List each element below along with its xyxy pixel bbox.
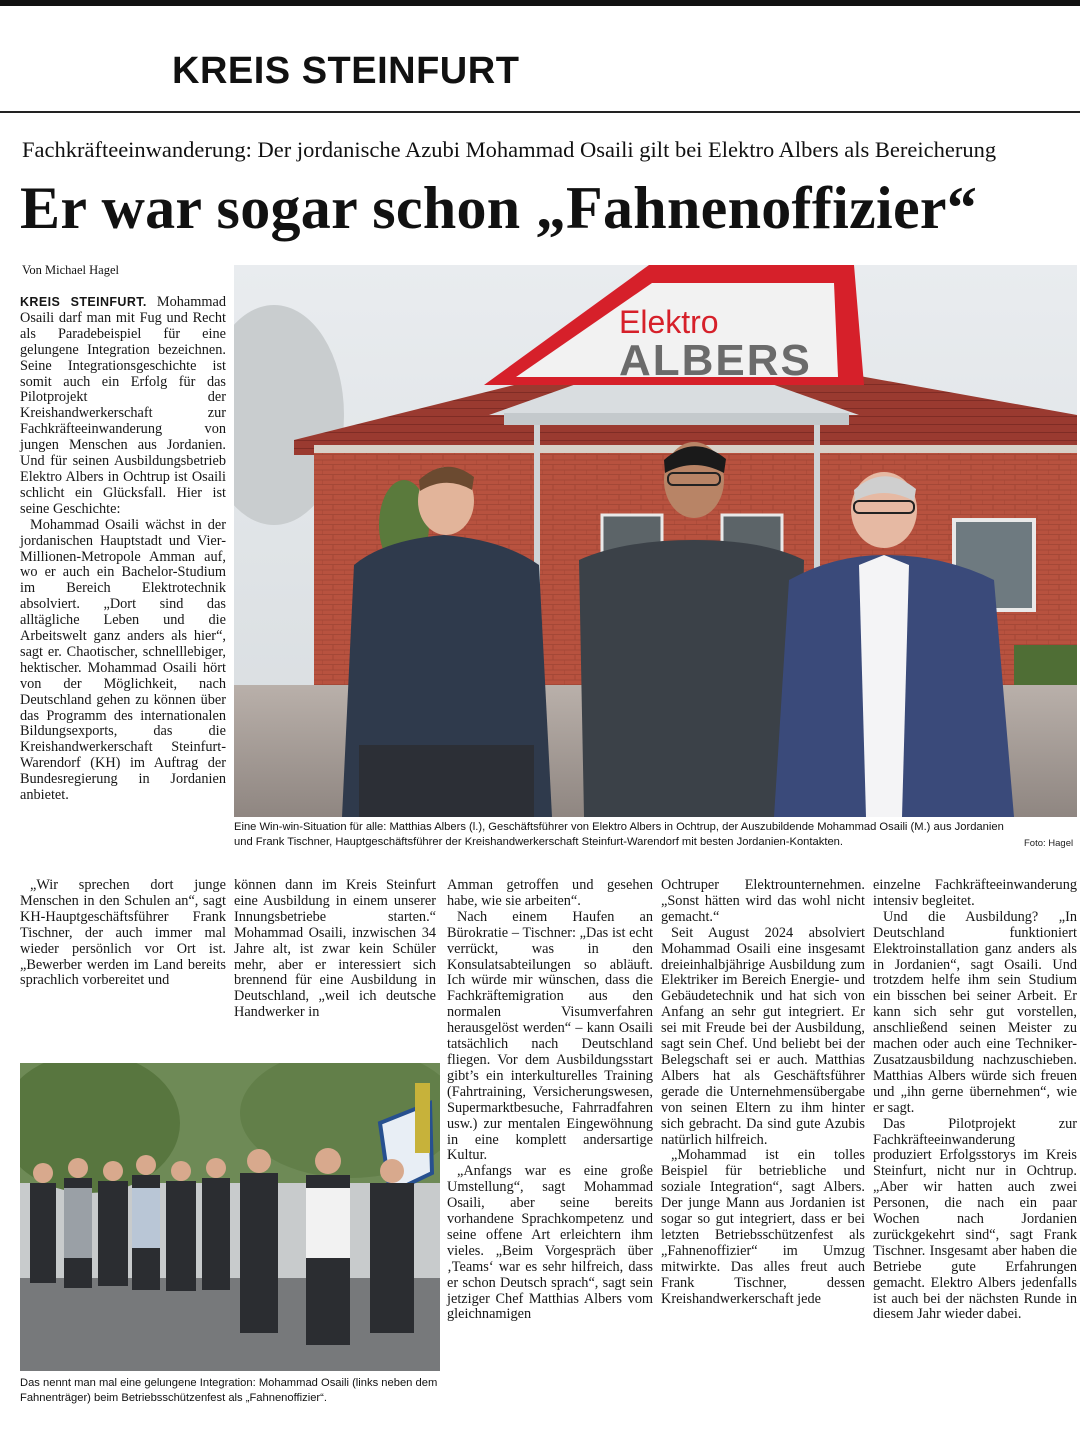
photo-credit: Foto: Hagel — [1024, 838, 1074, 849]
paragraph: einzelne Fachkräfteeinwanderung intensiv begleitet. — [873, 877, 1077, 909]
paragraph: Ochtruper Elektrounternehmen. „Sonst hätten wird das wohl nicht gemacht.“ — [661, 877, 865, 925]
sign-text-albers: ALBERS — [619, 336, 812, 385]
article-column-2 — [234, 878, 436, 1021]
paragraph: „Mohammad ist ein tolles Beispiel für betriebliche und soziale Integration“, sagt Albers. Der junge Mann aus Jordanien ist sogar so gut integriert, dass er bei letzten Betriebsschützenfest als „Fahnenoffizier“ im Umzug mitwirkte. Das alles freut auch Frank Tischner, dessen Kreishandwerkerschaft jede — [661, 1147, 865, 1307]
festival-photo — [20, 1063, 440, 1371]
article-column-1-continued — [20, 878, 226, 989]
paragraph: „Wir sprechen dort junge Menschen in den Schulen an“, sagt KH-Hauptgeschäftsführer Frank Tischner, der auch immer mal wieder persönlich vor Ort ist. „Bewerber werden im Land bereits sprachlich vorbereitet und — [20, 877, 226, 989]
article-column-5 — [873, 878, 1077, 1323]
paragraph: Und die Ausbildung? „In Deutschland funktioniert Elektroinstallation ganz anders als in Jordanien“, sagt Osaili. Und trotzdem helfe ihm sein Studium ein bisschen bei seiner Arbeit. Er kann sich sehr gut vorstellen, anschließend seinen Meister zu machen oder auch eine Techniker-Zusatzausbildung nachzuschieben. Matthias Albers würde sich freuen und „ihn gerne übernehmen“, wie er sagt. — [873, 908, 1077, 1116]
paragraph: Das Pilotprojekt zur Fachkräfteeinwanderung produziert Erfolgsstorys im Kreis Steinfurt, nicht nur in Ochtrup. „Aber wir hatten auch zwei Personen, die nach ein paar Wochen nach Jordanien zurückgekehrt sind“, sagt Frank Tischner. Insgesamt aber haben die Betriebe gute Erfahrungen gemacht. Elektro Albers jedenfalls ist auch bei der nächsten Runde in diesem Jahr wieder dabei. — [873, 1115, 1077, 1323]
byline: Von Michael Hagel — [22, 263, 119, 277]
page-top-rule — [0, 0, 1080, 6]
main-photo-caption: Eine Win-win-Situation für alle: Matthias Albers (l.), Geschäftsführer von Elektro Albers in Ochtrup, der Auszubildende Mohammad Osaili (M.) aus Jordanien und Frank Tischner, Hauptgeschäftsführer der Kreishandwerkerschaft Steinfurt-Warendorf mit besten Jordanien-Kontakten. — [234, 821, 1004, 848]
lead-paragraph — [20, 295, 226, 518]
paragraph: können dann im Kreis Steinfurt eine Ausbildung in einem unserer Innungsbetriebe starten.“ Mohammad Osaili, inzwischen 34 Jahre alt, ist zwar kein Schüler mehr, aber er interessiert sich brennend für eine Ausbildung in Deutschland, „weil ich deutsche Handwerker in — [234, 877, 436, 1021]
main-photo — [234, 265, 1077, 817]
section-title: KREIS STEINFURT — [172, 50, 520, 92]
section-divider — [0, 111, 1080, 113]
paragraph: Mohammad Osaili wächst in der jordanischen Hauptstadt und Vier-Millionen-Metropole Amman auf, wo er auch ein Bachelor-Studium im Bereich Elektrotechnik absolviert. „Dort sind das alltägliche Leben und die Arbeitswelt ganz anders als hier“, sagt er. Chaotischer, schnelllebiger, hektischer. Mohammad Osaili hört von der Möglichkeit, nach Deutschland gehen zu können über das Programm des internationalen Bildungsexports, das die Kreishandwerkerschaft Steinfurt-Warendorf (KH) im Auftrag der Bundesregierung in Jordanien anbietet. — [20, 516, 226, 804]
lead-text: Mohammad Osaili darf man mit Fug und Recht als Paradebeispiel für eine gelungene Integration bezeichnen. Seine Integrationsgeschichte ist somit auch ein Erfolg für das Pilotprojekt der Kreishandwerkerschaft zur Fachkräfteeinwanderung von jungen Menschen aus Jordanien. Und für seinen Ausbildungsbetrieb Elektro Albers in Ochtrup ist Osaili schlicht ein Glücksfall. Hier ist seine Geschichte: — [20, 294, 226, 517]
paragraph: Amman getroffen und gesehen habe, wie sie arbeiten“. — [447, 877, 653, 909]
article-column-4 — [661, 878, 865, 1307]
article-kicker: Fachkräfteeinwanderung: Der jordanische Azubi Mohammad Osaili gilt bei Elektro Albers als Bereicherung — [22, 137, 997, 162]
sign-text-elektro: Elektro — [619, 304, 719, 340]
dateline: KREIS STEINFURT. — [20, 295, 147, 309]
article-headline: Er war sogar schon „Fahnenoffizier“ — [20, 175, 978, 241]
paragraph: Seit August 2024 absolviert Mohammad Osaili eine insgesamt dreieinhalbjährige Ausbildung zum Elektriker im Bereich Energie- und Gebäudetechnik und hat sich von Anfang an sehr gut integriert. Er sei mit Freude bei der Ausbildung, sagt sein Chef. Und beliebt bei der Belegschaft sei er auch. Matthias Albers hat als Geschäftsführer gerade die Unternehmensübergabe von seinen Eltern zu ihm hinter sich gebracht. Da sind gute Azubis natürlich hilfreich. — [661, 924, 865, 1148]
paragraph: „Anfangs war es eine große Umstellung“, sagt Mohammad Osaili, aber seine bereits vorhandene Sprachkompetenz und seine offene Art erleichtern ihm vieles. „Beim Vorgespräch über ‚Teams‘ war es sehr hilfreich, dass er schon Deutsch sprach“, sagt sein jetziger Chef Matthias Albers vom gleichnamigen — [447, 1163, 653, 1323]
paragraph: Nach einem Haufen an Bürokratie – Tischner: „Das ist echt verrückt, was in den Konsulatsabteilungen so abläuft. Ich würde mir wünschen, dass die Fachkräftemigration aus den normalen Visumverfahren herausgelöst werden“ – kann Osaili tatsächlich nach Deutschland fliegen. Vor dem Ausbildungsstart gibt’s ein interkulturelles Training (Fahrtraining, Versicherungswesen, Supermarktbesuche, Fahrradfahren usw.) zur mentalen Eingewöhnung in eine komplett andersartige Kultur. — [447, 908, 653, 1164]
festival-photo-caption: Das nennt man mal eine gelungene Integration: Mohammad Osaili (links neben dem Fahnenträger) beim Betriebsschützenfest als „Fahnenoffizier“. — [20, 1377, 438, 1404]
article-column-1 — [20, 295, 226, 804]
article-column-3 — [447, 878, 653, 1323]
